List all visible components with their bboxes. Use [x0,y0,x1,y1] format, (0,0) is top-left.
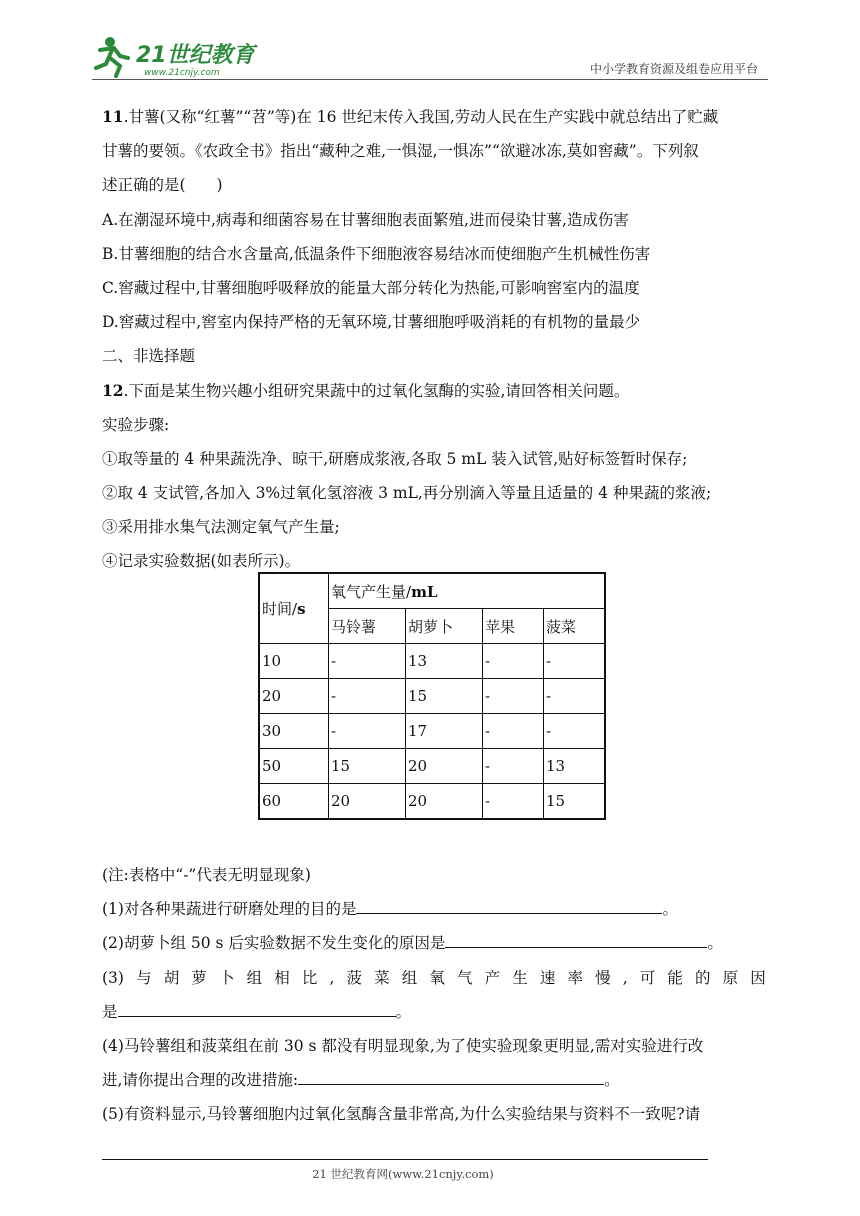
q12-number: 12 [102,380,124,400]
table-row [259,784,605,820]
sub-question-4-line2: 进,请你提出合理的改进措施: 。 [102,1063,766,1097]
q11-option-d: D.窖藏过程中,窖室内保持严格的无氧环境,甘薯细胞呼吸消耗的有机物的量最少 [102,313,641,332]
table-row [259,679,605,714]
table-cell: - [544,644,606,679]
sub-question-3-line1: (3) 与 胡 萝 卜 组 相 比 , 菠 菜 组 氧 气 产 生 速 率 慢 , 可 能 的 原 因 [102,968,766,987]
table-cell: 20 [406,784,483,820]
answer-blank[interactable] [356,895,662,914]
table-note: (注:表格中“-”代表无明显现象) [102,866,311,884]
site-logo [92,34,262,78]
table-cell: 15 [329,749,406,784]
table-cell: 20 [406,749,483,784]
header-divider [92,79,768,80]
svg-text:www.21cnjy.com: www.21cnjy.com [144,68,220,78]
table-cell: - [483,644,544,679]
answer-blank[interactable] [445,929,707,948]
table-cell: 17 [406,714,483,749]
oxygen-data-table [258,572,606,820]
answer-blank[interactable] [298,1066,604,1085]
platform-name: 中小学教育资源及组卷应用平台 [589,62,758,76]
table-row [259,714,605,749]
answer-blank[interactable] [118,998,396,1017]
footer-divider [102,1159,708,1160]
question-content [102,100,766,579]
table-header-row [259,573,605,609]
q11-line1: 11.甘薯(又称“红薯”“苕”等)在 16 世纪末传入我国,劳动人民在生产实践中就总结出了贮藏 [102,107,719,126]
table-cell: 60 [259,784,329,820]
step-4: ④记录实验数据(如表所示)。 [102,552,301,571]
step-3: ③采用排水集气法测定氧气产生量; [102,518,340,537]
table-cell: 10 [259,644,329,679]
table-cell: 15 [544,784,606,820]
table-cell: 20 [329,784,406,820]
col-apple: 苹果 [483,609,544,644]
page-header [92,28,768,80]
footer-text: 21 世纪教育网(www.21cnjy.com) [312,1167,494,1181]
step-2: ②取 4 支试管,各加入 3%过氧化氢溶液 3 mL,再分别滴入等量且适量的 4 种果蔬的浆液; [102,484,712,503]
section-title: 二、非选择题 [102,347,196,366]
svg-text:21世纪教育: 21世纪教育 [136,43,255,68]
table-cell: 50 [259,749,329,784]
table-cell: - [329,679,406,714]
table-cell: - [329,644,406,679]
col-spinach: 菠菜 [544,609,606,644]
q11-option-b: B.甘薯细胞的结合水含量高,低温条件下细胞液容易结冰而使细胞产生机械性伤害 [102,244,651,263]
table-cell: - [544,714,606,749]
table-cell: - [483,784,544,820]
q11-line3: 述正确的是( ) [102,176,223,195]
sub-question-2: (2)胡萝卜组 50 s 后实验数据不发生变化的原因是 。 [102,926,766,960]
table-cell: 20 [259,679,329,714]
q11-line2: 甘薯的要领。《农政全书》指出“藏种之难,一惧湿,一惧冻”“欲避冰冻,莫如窖藏”。下列叙 [102,142,699,161]
time-header: 时间/s [259,573,329,644]
q11-option-c: C.窖藏过程中,甘薯细胞呼吸释放的能量大部分转化为热能,可影响窖室内的温度 [102,278,640,297]
steps-title: 实验步骤: [102,415,170,434]
q11-number: 11 [102,107,124,126]
table-cell: - [329,714,406,749]
table-cell: 13 [406,644,483,679]
table-cell: 15 [406,679,483,714]
table-cell: 13 [544,749,606,784]
oxygen-header: 氧气产生量/mL [329,573,606,609]
table-row [259,644,605,679]
col-carrot: 胡萝卜 [406,609,483,644]
sub-question-3-line2: 是 。 [102,995,766,1029]
table-cell: 30 [259,714,329,749]
sub-questions [102,858,766,1132]
q11-option-a: A.在潮湿环境中,病毒和细菌容易在甘薯细胞表面繁殖,进而侵染甘薯,造成伤害 [102,210,629,229]
sub-question-5: (5)有资料显示,马铃薯细胞内过氧化氢酶含量非常高,为什么实验结果与资料不一致呢?请 [102,1105,701,1124]
table-row [259,749,605,784]
sub-question-1: (1)对各种果蔬进行研磨处理的目的是 。 [102,892,766,926]
sub-question-4-line1: (4)马铃薯组和菠菜组在前 30 s 都没有明显现象,为了使实验现象更明显,需对实验进行改 [102,1036,704,1055]
table-cell: - [544,679,606,714]
q12-intro: 12.下面是某生物兴趣小组研究果蔬中的过氧化氢酶的实验,请回答相关问题。 [102,380,630,400]
step-1: ①取等量的 4 种果蔬洗净、晾干,研磨成浆液,各取 5 mL 装入试管,贴好标签暂时保存; [102,449,688,468]
table-cell: - [483,749,544,784]
table-cell: - [483,714,544,749]
col-potato: 马铃薯 [329,609,406,644]
table-cell: - [483,679,544,714]
